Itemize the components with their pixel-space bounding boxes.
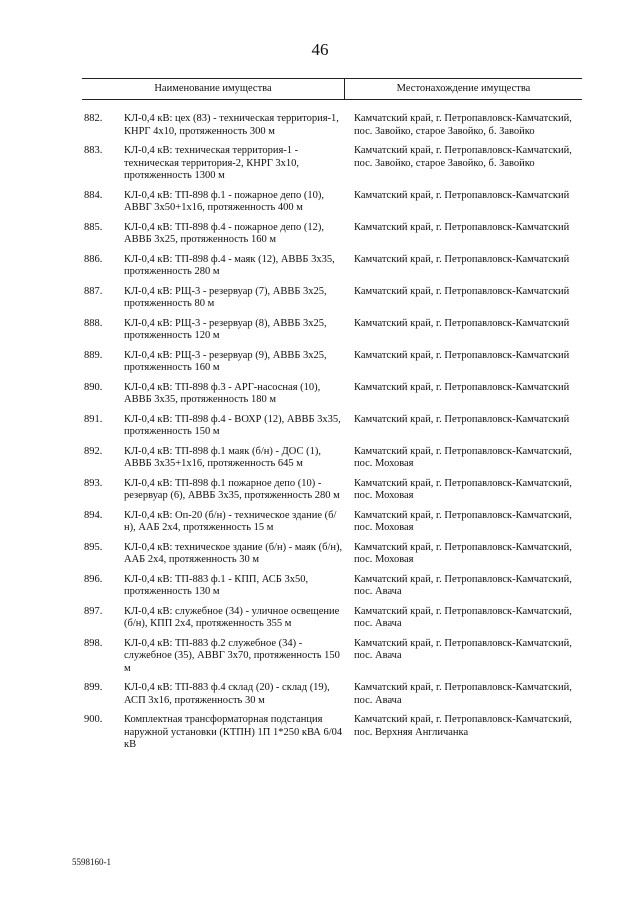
row-property-name: КЛ-0,4 кВ: РЩ-3 - резервуар (8), АВВБ 3х25, протяженность 120 м bbox=[124, 317, 327, 341]
row-number: 892. bbox=[84, 445, 103, 457]
table-row bbox=[82, 382, 582, 407]
row-property-location: Камчатский край, г. Петропавловск-Камчатский, пос. Моховая bbox=[354, 445, 572, 469]
document-code: 5598160-1 bbox=[72, 857, 111, 867]
row-property-name: КЛ-0,4 кВ: цех (83) - техническая территория-1, КНРГ 4х10, протяженность 300 м bbox=[124, 113, 339, 137]
table-row bbox=[82, 638, 582, 676]
row-property-name: КЛ-0,4 кВ: ТП-883 ф.1 - КПП, АСБ 3х50, протяженность 130 м bbox=[124, 573, 309, 597]
table-row bbox=[82, 714, 582, 752]
row-property-name: Комплектная трансформаторная подстанция наружной установки (КТПН) 1П 1*250 кВА 6/04 кВ bbox=[124, 714, 343, 750]
row-property-name: КЛ-0,4 кВ: РЩ-3 - резервуар (9), АВВБ 3х25, протяженность 160 м bbox=[124, 349, 327, 373]
row-property-location: Камчатский край, г. Петропавловск-Камчатский bbox=[354, 349, 570, 361]
row-property-location: Камчатский край, г. Петропавловск-Камчатский, пос. Моховая bbox=[354, 509, 572, 533]
row-number: 900. bbox=[84, 714, 103, 725]
table-row bbox=[82, 286, 582, 311]
row-property-location: Камчатский край, г. Петропавловск-Камчатский, пос. Верхняя Англичанка bbox=[354, 714, 572, 738]
row-property-location: Камчатский край, г. Петропавловск-Камчатский, пос. Авача bbox=[354, 573, 572, 597]
row-property-location: Камчатский край, г. Петропавловск-Камчатский, пос. Моховая bbox=[354, 477, 572, 501]
row-number: 887. bbox=[84, 285, 103, 297]
table-body bbox=[82, 113, 582, 752]
row-property-name: КЛ-0,4 кВ: ТП-898 ф.1 - пожарное депо (10), АВВГ 3х50+1х16, протяженность 400 м bbox=[124, 189, 324, 213]
table-row bbox=[82, 145, 582, 183]
row-property-location: Камчатский край, г. Петропавловск-Камчатский bbox=[354, 221, 570, 233]
table-row bbox=[82, 446, 582, 471]
row-number: 893. bbox=[84, 477, 103, 489]
table-row bbox=[82, 222, 582, 247]
row-property-name: КЛ-0,4 кВ: ТП-898 ф.1 маяк (б/н) - ДОС (1), АВВБ 3х35+1х16, протяженность 645 м bbox=[124, 445, 321, 469]
table-row bbox=[82, 478, 582, 503]
row-property-location: Камчатский край, г. Петропавловск-Камчатский, пос. Завойко, старое Завойко, б. Завойко bbox=[354, 113, 572, 137]
table-row bbox=[82, 113, 582, 138]
table-header bbox=[82, 78, 582, 100]
row-number: 891. bbox=[84, 413, 103, 425]
row-property-location: Камчатский край, г. Петропавловск-Камчатский, пос. Авача bbox=[354, 637, 572, 661]
row-number: 885. bbox=[84, 221, 103, 233]
row-property-location: Камчатский край, г. Петропавловск-Камчатский bbox=[354, 189, 570, 201]
row-property-name: КЛ-0,4 кВ: РЩ-3 - резервуар (7), АВВБ 3х25, протяженность 80 м bbox=[124, 285, 327, 309]
row-number: 897. bbox=[84, 605, 103, 617]
table-row bbox=[82, 190, 582, 215]
header-property-location: Местонахождение имущества bbox=[396, 83, 531, 94]
row-number: 888. bbox=[84, 317, 103, 329]
table-row bbox=[82, 414, 582, 439]
table-row bbox=[82, 350, 582, 375]
row-number: 889. bbox=[84, 349, 103, 361]
row-number: 886. bbox=[84, 253, 103, 265]
table-row bbox=[82, 510, 582, 535]
row-property-name: КЛ-0,4 кВ: служебное (34) - уличное освещение (б/н), КПП 2х4, протяженность 355 м bbox=[124, 605, 340, 629]
row-property-name: КЛ-0,4 кВ: ТП-898 ф.4 - пожарное депо (12), АВВБ 3х25, протяженность 160 м bbox=[124, 221, 324, 245]
row-property-name: КЛ-0,4 кВ: ТП-898 ф.4 - ВОХР (12), АВВБ 3х35, протяженность 150 м bbox=[124, 413, 341, 437]
row-property-name: КЛ-0,4 кВ: техническая территория-1 - техническая территория-2, КНРГ 3х10, протяженность 1300 м bbox=[124, 145, 300, 181]
row-property-location: Камчатский край, г. Петропавловск-Камчатский, пос. Завойко, старое Завойко, б. Завойко bbox=[354, 145, 572, 169]
row-number: 896. bbox=[84, 573, 103, 585]
table-row bbox=[82, 682, 582, 707]
row-property-name: КЛ-0,4 кВ: ТП-883 ф.4 склад (20) - склад (19), АСП 3х16, протяженность 30 м bbox=[124, 682, 330, 706]
row-property-name: КЛ-0,4 кВ: ТП-898 ф.4 - маяк (12), АВВБ 3х35, протяженность 280 м bbox=[124, 253, 335, 277]
row-number: 882. bbox=[84, 113, 103, 124]
row-property-location: Камчатский край, г. Петропавловск-Камчатский bbox=[354, 317, 570, 329]
page-number: 46 bbox=[311, 40, 329, 59]
row-property-location: Камчатский край, г. Петропавловск-Камчатский, пос. Авача bbox=[354, 605, 572, 629]
row-number: 898. bbox=[84, 637, 103, 649]
row-property-name: КЛ-0,4 кВ: ТП-898 ф.1 пожарное депо (10) - резервуар (6), АВВБ 3х35, протяженность 280 м bbox=[124, 477, 340, 501]
row-property-location: Камчатский край, г. Петропавловск-Камчатский, пос. Моховая bbox=[354, 541, 572, 565]
row-number: 894. bbox=[84, 509, 103, 521]
row-property-name: КЛ-0,4 кВ: ТП-898 ф.3 - АРГ-насосная (10), АВВБ 3х35, протяженность 180 м bbox=[124, 381, 321, 405]
row-number: 890. bbox=[84, 381, 103, 393]
row-number: 895. bbox=[84, 541, 103, 553]
table-row bbox=[82, 574, 582, 599]
row-property-name: КЛ-0,4 кВ: ТП-883 ф.2 служебное (34) - служебное (35), АВВГ 3х70, протяженность 150 м bbox=[124, 637, 340, 674]
table-row bbox=[82, 254, 582, 279]
row-property-location: Камчатский край, г. Петропавловск-Камчатский bbox=[354, 285, 570, 297]
property-table bbox=[82, 78, 582, 759]
row-number: 884. bbox=[84, 189, 103, 201]
table-row bbox=[82, 606, 582, 631]
row-property-name: КЛ-0,4 кВ: Оп-20 (б/н) - техническое здание (б/н), ААБ 2х4, протяженность 15 м bbox=[124, 509, 337, 533]
header-property-name: Наименование имущества bbox=[82, 79, 345, 99]
row-number: 899. bbox=[84, 682, 103, 693]
row-property-location: Камчатский край, г. Петропавловск-Камчатский, пос. Авача bbox=[354, 682, 572, 706]
table-row bbox=[82, 318, 582, 343]
row-number: 883. bbox=[84, 145, 103, 156]
table-row bbox=[82, 542, 582, 567]
row-property-name: КЛ-0,4 кВ: техническое здание (б/н) - маяк (б/н), ААБ 2х4, протяженность 30 м bbox=[124, 541, 343, 565]
row-property-location: Камчатский край, г. Петропавловск-Камчатский bbox=[354, 381, 570, 393]
row-property-location: Камчатский край, г. Петропавловск-Камчатский bbox=[354, 413, 570, 425]
row-property-location: Камчатский край, г. Петропавловск-Камчатский bbox=[354, 253, 570, 265]
